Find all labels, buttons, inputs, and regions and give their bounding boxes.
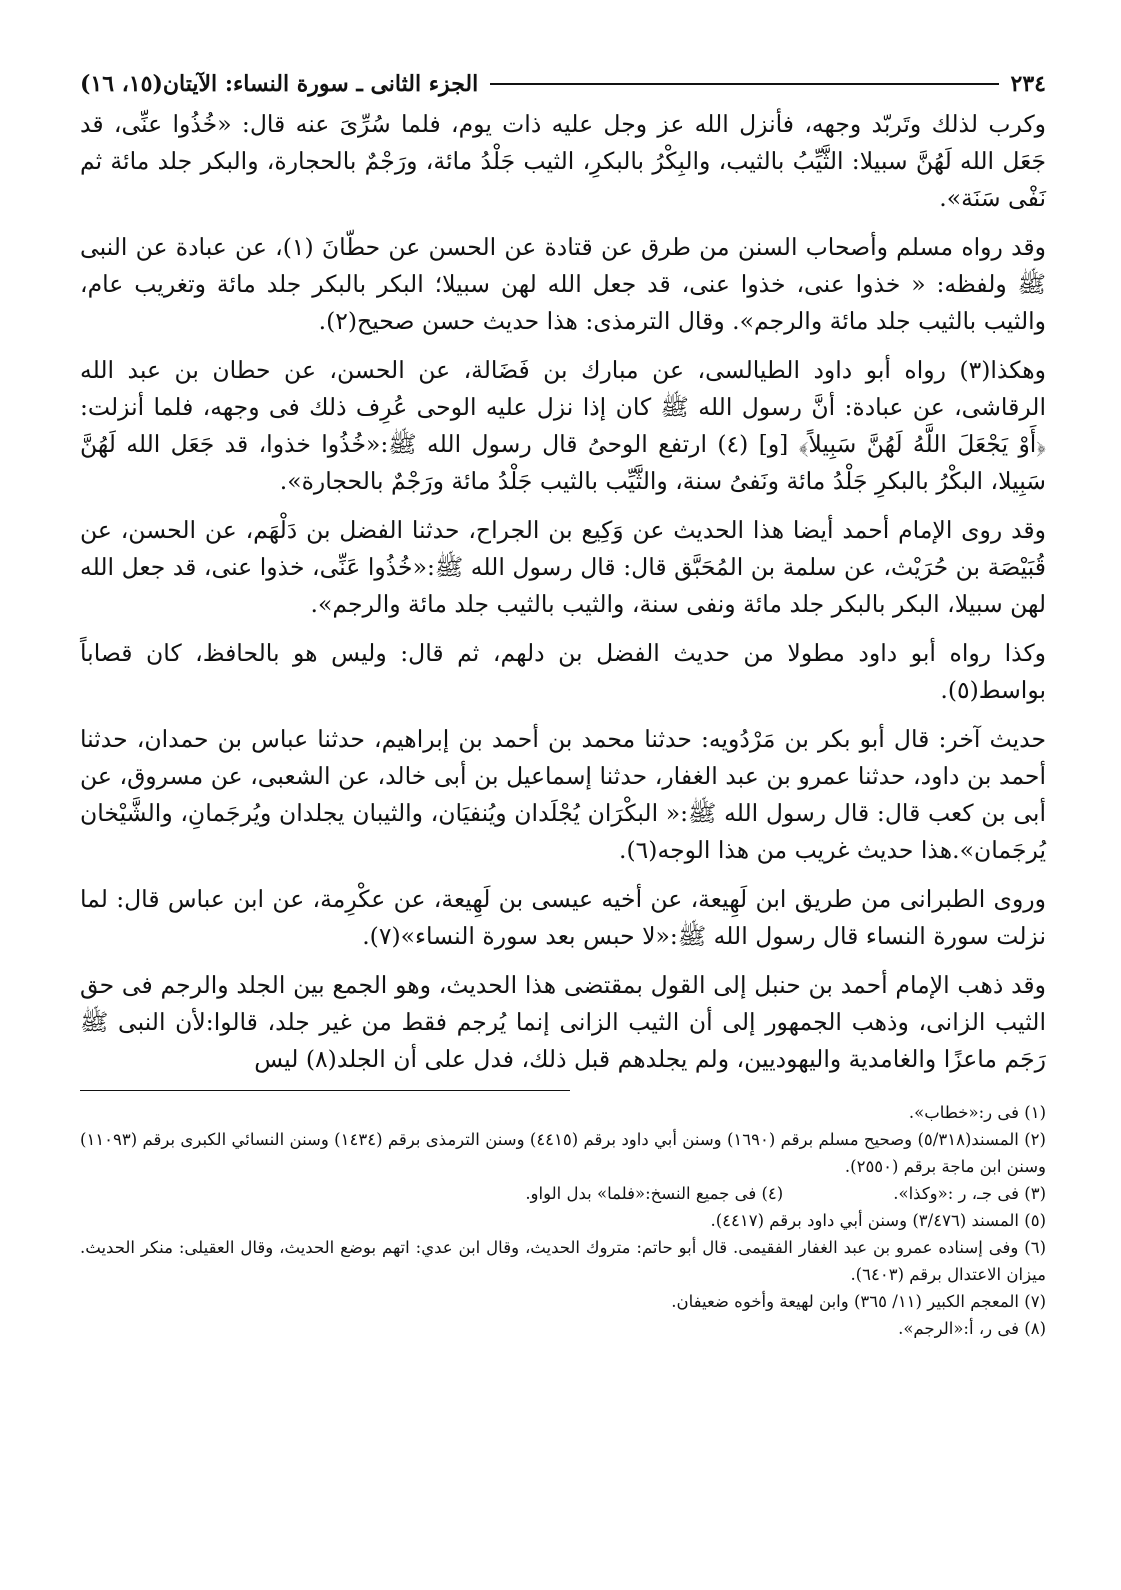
paragraph: وقد روى الإمام أحمد أيضا هذا الحديث عن وَكِيع بن الجراح، حدثنا الفضل بن دَلْهَم، عن الحسن، عن قُبَيْصَة بن حُرَيْث، عن سلمة بن المُحَبَّق قال: قال رسول الله ﷺ:«خُذُوا عَنِّى، خذوا عنى، قد جعل الله لهن سبيلا، البكر بالبكر جلد مائة ونفى سنة، والثيب بالثيب جلد مائة والرجم».: [80, 516, 1046, 618]
paragraph: وكرب لذلك وتَربّد وجهه، فأنزل الله عز وجل عليه ذات يوم، فلما سُرِّىَ عنه قال: «خُذُوا عنِّى، قد جَعَل الله لَهُنَّ سبيلا: الثَّيِّبُ بالثيب، والبِكْرُ بالبكرِ، الثيب جَلْدُ مائة، ورَجْمٌ بالحجارة، والبكر جلد مائة ثم نَفْى سَنَة».: [80, 110, 1046, 212]
footnote: (٦) وفى إسناده عمرو بن عبد الغفار الفقيمى. قال أبو حاتم: متروك الحديث، وقال ابن عدي: اتهم بوضع الحديث، وقال العقيلى: منكر الحديث. ميزان الاعتدال برقم (٦٤٠٣).: [80, 1238, 1046, 1284]
footnote-separator: [80, 1090, 570, 1091]
footnote: (٣) فى جـ، ر :«وكذا».: [893, 1184, 1046, 1203]
paragraph: وقد رواه مسلم وأصحاب السنن من طرق عن قتادة عن الحسن عن حطّانَ (١)، عن عبادة عن النبى ﷺ ولفظه: « خذوا عنى، خذوا عنى، قد جعل الله لهن سبيلا؛ البكر بالبكر جلد مائة وتغريب عام، والثيب بالثيب جلد مائة والرجم». وقال الترمذى: هذا حديث حسن صحيح(٢).: [80, 233, 1046, 335]
footnote: (٢) المسند(٥/٣١٨) وصحيح مسلم برقم (١٦٩٠) وسنن أبي داود برقم (٤٤١٥) وسنن الترمذی برقم (١٤٣٤) وسنن النسائي الكبرى برقم (١١٠٩٣) وسنن ابن ماجة برقم (٢٥٥٠).: [80, 1130, 1046, 1176]
header-rule: [490, 83, 998, 85]
main-text: [80, 106, 1046, 1078]
footnote: (٥) المسند (٣/٤٧٦) وسنن أبي داود برقم (٤٤١٧).: [710, 1211, 1046, 1230]
footnote: (٤) فى جميع النسخ:«فلما» بدل الواو.: [525, 1184, 784, 1203]
paragraph: وهكذا(٣) رواه أبو داود الطيالسى، عن مبارك بن فَضَالة، عن الحسن، عن حطان بن عبد الله الرقاشى، عن عبادة: أنَّ رسول الله ﷺ كان إذا نزل عليه الوحى عُرِف ذلك فى وجهه، فلما أنزلت: ﴿أَوْ يَجْعَلَ اللَّهُ لَهُنَّ سَبِيلاً﴾ [و] (٤) ارتفع الوحىُ قال رسول الله ﷺ:«خُذُوا خذوا، قد جَعَل الله لَهُنَّ سَبِيلا، البكْرُ بالبكرِ جَلْدُ مائة ونَفىُ سنة، والثَّيِّب بالثيب جَلْدُ مائة ورَجْمٌ بالحجارة».: [80, 356, 1046, 495]
paragraph: وقد ذهب الإمام أحمد بن حنبل إلى القول بمقتضى هذا الحديث، وهو الجمع بين الجلد والرجم فى حق الثيب الزانى، وذهب الجمهور إلى أن الثيب الزانى إنما يُرجم فقط من غير جلد، قالوا:لأن النبى ﷺ رَجَم ماعزًا والغامدية واليهوديين، ولم يجلدهم قبل ذلك، فدل على أن الجلد(٨) ليس: [80, 971, 1046, 1073]
paragraph: وروى الطبرانى من طريق ابن لَهِيعة، عن أخيه عيسى بن لَهِيعة، عن عكْرِمة، عن ابن عباس قال: لما نزلت سورة النساء قال رسول الله ﷺ:«لا حبس بعد سورة النساء»(٧).: [80, 885, 1046, 950]
page-number: ٢٣٤: [1010, 71, 1046, 97]
footnote: (٨) فى ر، أ:«الرجم».: [898, 1319, 1046, 1338]
paragraph: حديث آخر: قال أبو بكر بن مَرْدُويه: حدثنا محمد بن أحمد بن إبراهيم، حدثنا عباس بن حمدان، حدثنا أحمد بن داود، حدثنا عمرو بن عبد الغفار، حدثنا إسماعيل بن أبى خالد، عن الشعبى، عن مسروق، عن أبى بن كعب قال: قال رسول الله ﷺ:« البكْرَان يُجْلَدان ويُنفيَان، والثيبان يجلدان ويُرجَمانِ، والشَّيْخان يُرجَمان».هذا حديث غريب من هذا الوجه(٦).: [80, 725, 1046, 864]
book-page: [80, 62, 1046, 1342]
footnote: (٧) المعجم الكبير (١١/ ٣٦٥) وابن لهيعة وأخوه ضعيفان.: [671, 1292, 1046, 1311]
running-title: الجزء الثانی ـ سورة النساء: الآيتان(١٥، ١٦): [80, 71, 479, 97]
footnotes: [80, 1099, 1046, 1342]
running-header: [80, 62, 1046, 106]
footnote-row: [80, 1180, 1046, 1207]
paragraph: وكذا رواه أبو داود مطولا من حديث الفضل بن دلهم، ثم قال: وليس هو بالحافظ، كان قصاباً بواسط(٥).: [80, 639, 1046, 704]
footnote: (١) فى ر:«خطاب».: [908, 1103, 1046, 1122]
